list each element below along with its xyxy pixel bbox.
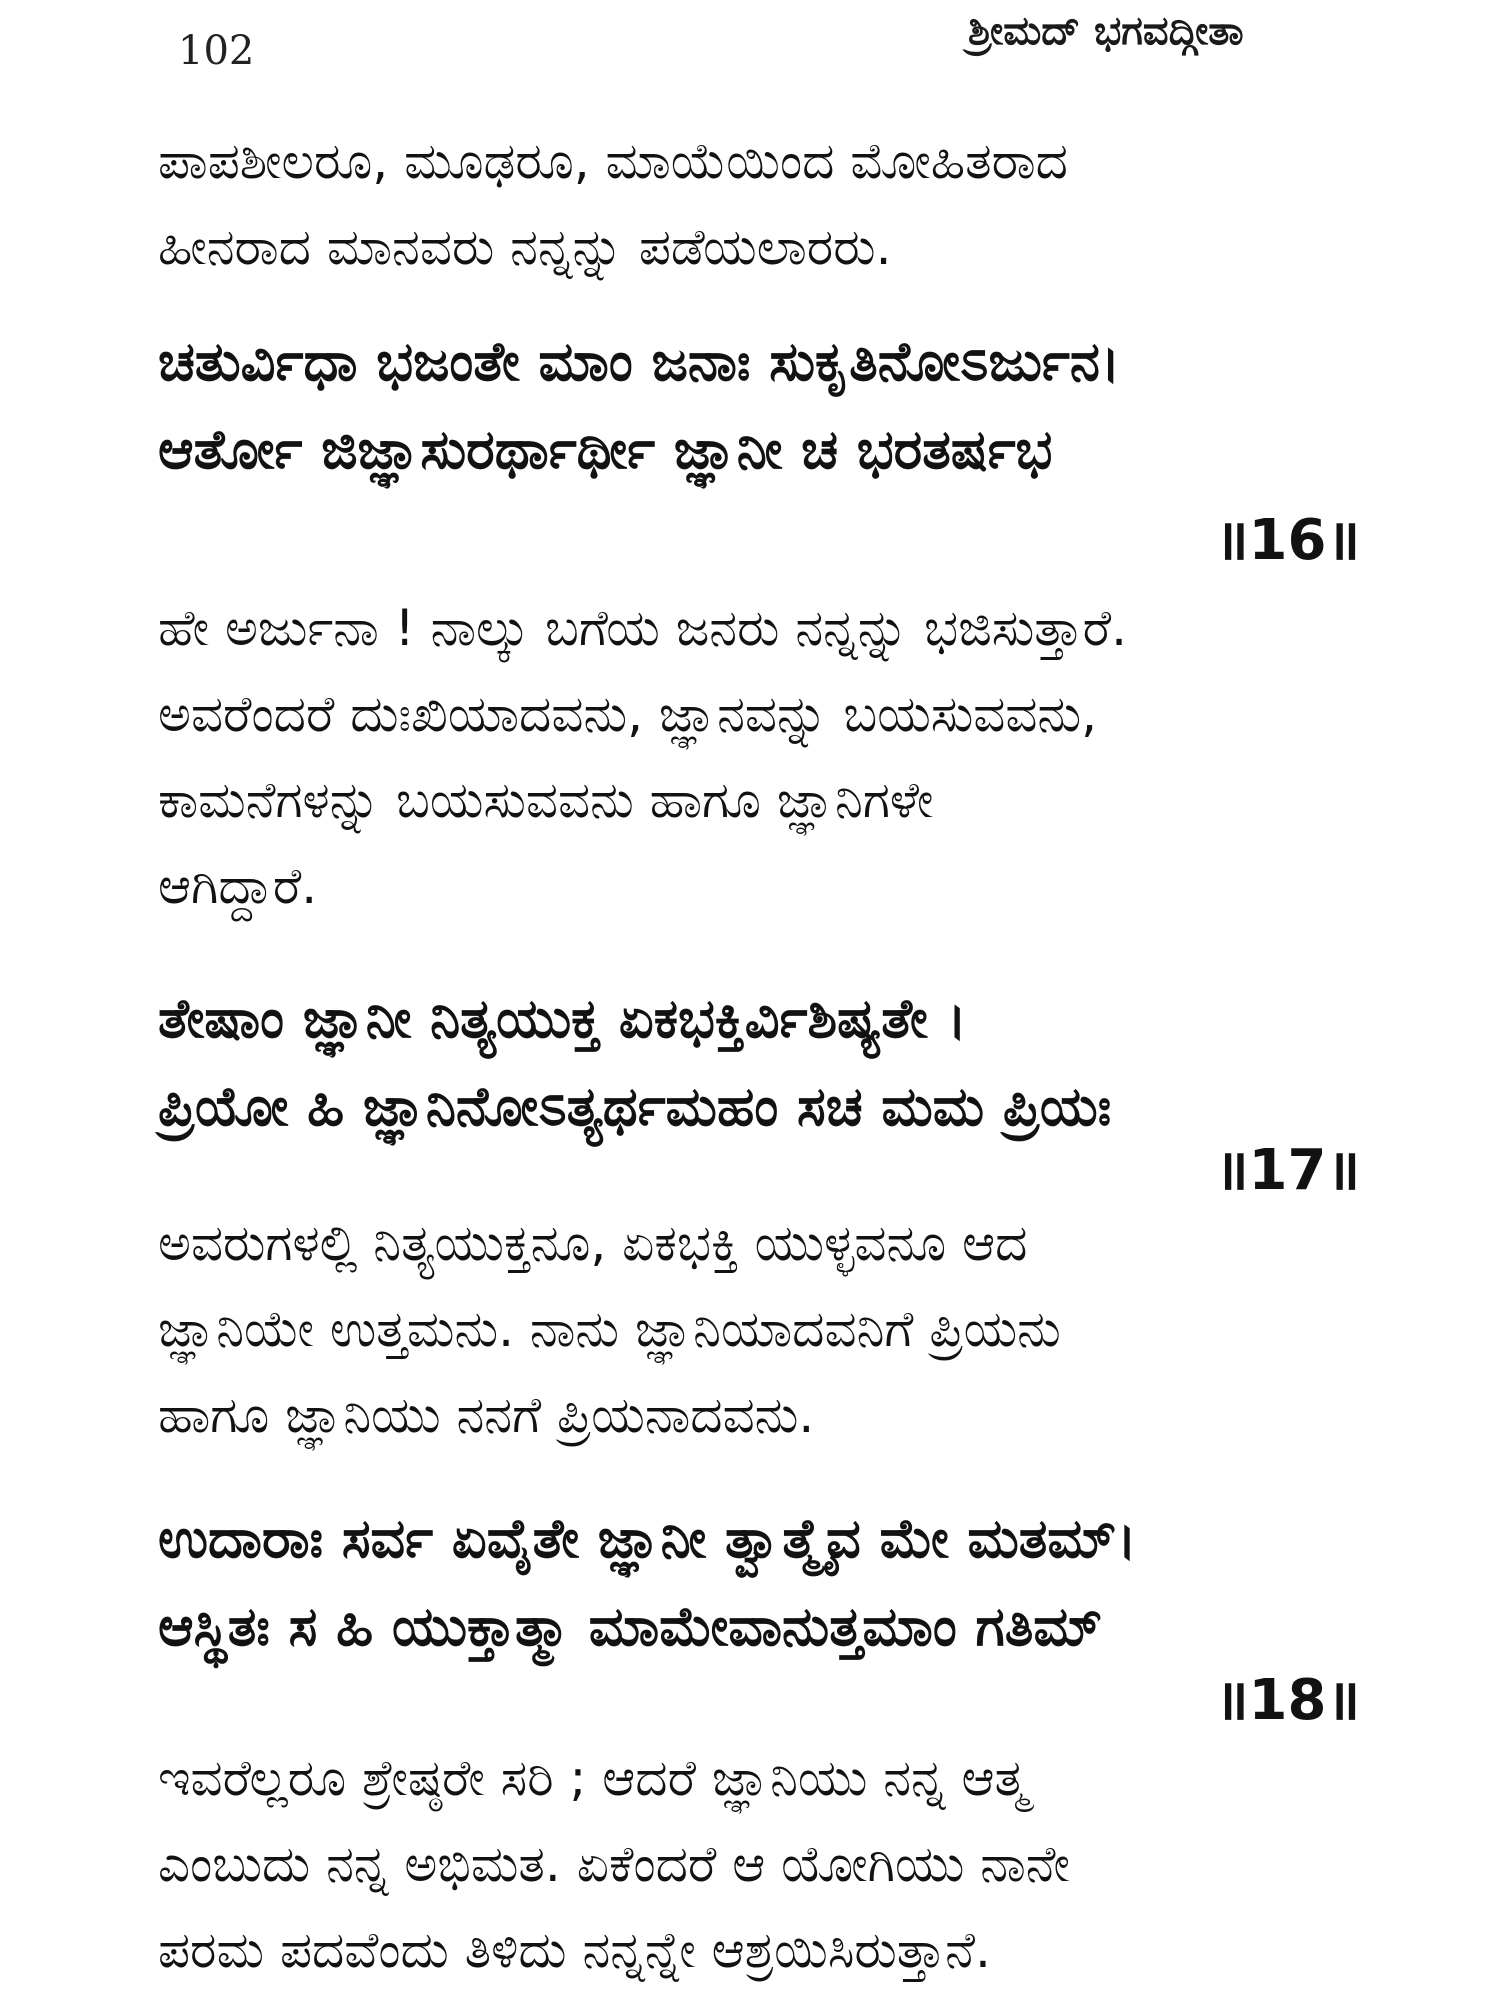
- running-header-title: ಶ್ರೀಮದ್ ಭಗವದ್ಗೀತಾ: [968, 8, 1244, 54]
- verse-16: [158, 318, 1358, 494]
- verse-18: [158, 1495, 1358, 1671]
- paragraph-verse-17: [158, 1200, 1358, 1458]
- verse-number-16: ॥16॥: [1214, 508, 1360, 573]
- paragraph-line: ಹೇ ಅರ್ಜುನಾ ! ನಾಲ್ಕು ಬಗೆಯ ಜನರು ನನ್ನನ್ನು ಭಜಿಸುತ್ತಾರೆ.: [158, 599, 1127, 657]
- page-number: 102: [178, 28, 255, 74]
- verse-line: ತೇಷಾಂ ಜ್ಞಾನೀ ನಿತ್ಯಯುಕ್ತ ಏಕಭಕ್ತಿರ್ವಿಶಿಷ್ಯತೇ ।: [158, 987, 967, 1050]
- verse-line: ಪ್ರಿಯೋ ಹಿ ಜ್ಞಾನಿನೋಽತ್ಯರ್ಥಮಹಂ ಸಚ ಮಮ ಪ್ರಿಯಃ: [158, 1075, 1112, 1138]
- verse-line: ಚತುರ್ವಿಧಾ ಭಜಂತೇ ಮಾಂ ಜನಾಃ ಸುಕೃತಿನೋಽರ್ಜುನ।: [158, 330, 1121, 393]
- verse-line: ಆರ್ತೋ ಜಿಜ್ಞಾಸುರರ್ಥಾರ್ಥೀ ಜ್ಞಾನೀ ಚ ಭರತರ್ಷಭ: [158, 418, 1053, 481]
- verse-17: [158, 975, 1358, 1151]
- paragraph-verse-16: [158, 585, 1358, 929]
- verse-number-18: ॥18॥: [1214, 1668, 1360, 1733]
- verse-number-17: ॥17॥: [1214, 1138, 1360, 1203]
- paragraph-line: ಪರಮ ಪದವೆಂದು ತಿಳಿದು ನನ್ನನ್ನೇ ಆಶ್ರಯಿಸಿರುತ್ತಾನೆ.: [158, 1921, 991, 1979]
- verse-line: ಉದಾರಾಃ ಸರ್ವ ಏವೈತೇ ಜ್ಞಾನೀ ತ್ವಾತ್ಮೈವ ಮೇ ಮತಮ್।: [158, 1507, 1137, 1570]
- paragraph-line: ಅವರುಗಳಲ್ಲಿ ನಿತ್ಯಯುಕ್ತನೂ, ಏಕಭಕ್ತಿ ಯುಳ್ಳವನೂ ಆದ: [158, 1214, 1028, 1272]
- paragraph-intro: [158, 118, 1358, 290]
- paragraph-line: ಹೀನರಾದ ಮಾನವರು ನನ್ನನ್ನು ಪಡೆಯಲಾರರು.: [158, 218, 892, 276]
- paragraph-line: ಎಂಬುದು ನನ್ನ ಅಭಿಮತ. ಏಕೆಂದರೆ ಆ ಯೋಗಿಯು ನಾನೇ: [158, 1835, 1070, 1893]
- paragraph-line: ಪಾಪಶೀಲರೂ, ಮೂಢರೂ, ಮಾಯೆಯಿಂದ ಮೋಹಿತರಾದ: [158, 132, 1068, 190]
- paragraph-line: ಹಾಗೂ ಜ್ಞಾನಿಯು ನನಗೆ ಪ್ರಿಯನಾದವನು.: [158, 1386, 815, 1444]
- paragraph-line: ಜ್ಞಾನಿಯೇ ಉತ್ತಮನು. ನಾನು ಜ್ಞಾನಿಯಾದವನಿಗೆ ಪ್ರಿಯನು: [158, 1300, 1061, 1358]
- paragraph-line: ಆಗಿದ್ದಾರೆ.: [158, 857, 318, 915]
- paragraph-line: ಕಾಮನೆಗಳನ್ನು ಬಯಸುವವನು ಹಾಗೂ ಜ್ಞಾನಿಗಳೇ: [158, 771, 934, 829]
- paragraph-line: ಅವರೆಂದರೆ ದುಃಖಿಯಾದವನು, ಜ್ಞಾನವನ್ನು ಬಯಸುವವನು,: [158, 685, 1098, 743]
- verse-line: ಆಸ್ಥಿತಃ ಸ ಹಿ ಯುಕ್ತಾತ್ಮಾ ಮಾಮೇವಾನುತ್ತಮಾಂ ಗತಿಮ್: [158, 1595, 1103, 1658]
- paragraph-verse-18: [158, 1735, 1358, 1993]
- paragraph-line: ಇವರೆಲ್ಲರೂ ಶ್ರೇಷ್ಠರೇ ಸರಿ ; ಆದರೆ ಜ್ಞಾನಿಯು ನನ್ನ ಆತ್ಮ: [158, 1749, 1028, 1807]
